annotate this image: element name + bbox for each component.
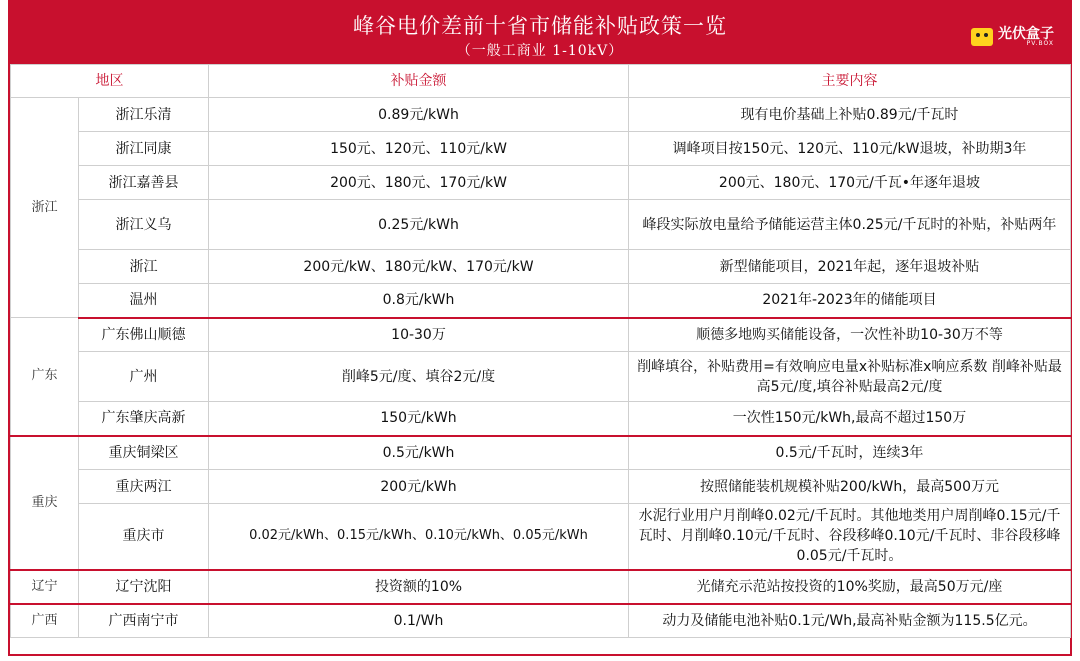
page-subtitle: （一般工商业 1-10kV） bbox=[456, 43, 624, 59]
table-row bbox=[11, 132, 1071, 166]
content-cell: 按照储能装机规模补贴200/kWh，最高500万元 bbox=[629, 470, 1071, 504]
content-cell: 新型储能项目，2021年起，逐年退坡补贴 bbox=[629, 250, 1071, 284]
city-cell: 浙江同康 bbox=[79, 132, 209, 166]
region-cell: 广西 bbox=[11, 604, 79, 638]
content-cell: 200元、180元、170元/千瓦•年逐年退坡 bbox=[629, 166, 1071, 200]
amount-cell: 10-30万 bbox=[209, 318, 629, 352]
region-cell: 辽宁 bbox=[11, 570, 79, 604]
table-row bbox=[11, 98, 1071, 132]
amount-cell: 0.8元/kWh bbox=[209, 284, 629, 318]
amount-cell: 0.89元/kWh bbox=[209, 98, 629, 132]
table-row bbox=[11, 436, 1071, 470]
amount-cell: 150元、120元、110元/kW bbox=[209, 132, 629, 166]
column-header-region: 地区 bbox=[11, 65, 209, 98]
content-cell: 动力及储能电池补贴0.1元/Wh,最高补贴金额为115.5亿元。 bbox=[629, 604, 1071, 638]
page-title: 峰谷电价差前十省市储能补贴政策一览 bbox=[353, 14, 727, 38]
amount-cell: 削峰5元/度、填谷2元/度 bbox=[209, 352, 629, 402]
table-row bbox=[11, 604, 1071, 638]
region-cell: 重庆 bbox=[11, 436, 79, 570]
city-cell: 浙江 bbox=[79, 250, 209, 284]
table-header-banner bbox=[10, 2, 1070, 64]
amount-cell: 200元、180元、170元/kW bbox=[209, 166, 629, 200]
city-cell: 浙江乐清 bbox=[79, 98, 209, 132]
table-row bbox=[11, 200, 1071, 250]
content-cell: 调峰项目按150元、120元、110元/kW退坡，补助期3年 bbox=[629, 132, 1071, 166]
city-cell: 温州 bbox=[79, 284, 209, 318]
amount-cell: 0.25元/kWh bbox=[209, 200, 629, 250]
content-cell: 现有电价基础上补贴0.89元/千瓦时 bbox=[629, 98, 1071, 132]
policy-table-frame bbox=[8, 0, 1072, 656]
city-cell: 重庆铜梁区 bbox=[79, 436, 209, 470]
content-cell: 削峰填谷，补贴费用=有效响应电量x补贴标准x响应系数 削峰补贴最高5元/度,填谷补贴最高2元/度 bbox=[629, 352, 1071, 402]
content-cell: 水泥行业用户月削峰0.02元/千瓦时。其他地类用户周削峰0.15元/千瓦时、月削峰0.10元/千瓦时、谷段移峰0.10元/千瓦时、非谷段移峰0.05元/千瓦时。 bbox=[629, 504, 1071, 570]
amount-cell: 0.1/Wh bbox=[209, 604, 629, 638]
column-header-content: 主要内容 bbox=[629, 65, 1071, 98]
table-row bbox=[11, 570, 1071, 604]
table-row bbox=[11, 284, 1071, 318]
amount-cell: 投资额的10% bbox=[209, 570, 629, 604]
table-header-row bbox=[11, 65, 1071, 98]
city-cell: 重庆市 bbox=[79, 504, 209, 570]
content-cell: 顺德多地购买储能设备，一次性补助10-30万不等 bbox=[629, 318, 1071, 352]
city-cell: 广州 bbox=[79, 352, 209, 402]
city-cell: 辽宁沈阳 bbox=[79, 570, 209, 604]
city-cell: 广东佛山顺德 bbox=[79, 318, 209, 352]
table-row bbox=[11, 470, 1071, 504]
city-cell: 重庆两江 bbox=[79, 470, 209, 504]
brand-logo bbox=[971, 24, 1054, 50]
region-cell: 广东 bbox=[11, 318, 79, 436]
city-cell: 广西南宁市 bbox=[79, 604, 209, 638]
box-face-icon bbox=[971, 28, 993, 46]
content-cell: 一次性150元/kWh,最高不超过150万 bbox=[629, 402, 1071, 436]
content-cell: 2021年-2023年的储能项目 bbox=[629, 284, 1071, 318]
city-cell: 广东肇庆高新 bbox=[79, 402, 209, 436]
table-row bbox=[11, 352, 1071, 402]
table-row bbox=[11, 318, 1071, 352]
column-header-amount: 补贴金额 bbox=[209, 65, 629, 98]
city-cell: 浙江义乌 bbox=[79, 200, 209, 250]
content-cell: 0.5元/千瓦时，连续3年 bbox=[629, 436, 1071, 470]
content-cell: 峰段实际放电量给予储能运营主体0.25元/千瓦时的补贴，补贴两年 bbox=[629, 200, 1071, 250]
region-cell: 浙江 bbox=[11, 98, 79, 318]
table-row bbox=[11, 504, 1071, 570]
table-row bbox=[11, 250, 1071, 284]
amount-cell: 0.5元/kWh bbox=[209, 436, 629, 470]
policy-table bbox=[10, 64, 1071, 638]
table-row bbox=[11, 166, 1071, 200]
city-cell: 浙江嘉善县 bbox=[79, 166, 209, 200]
logo-text-en: PV.BOX bbox=[1026, 40, 1054, 47]
content-cell: 光储充示范站按投资的10%奖励，最高50万元/座 bbox=[629, 570, 1071, 604]
amount-cell: 150元/kWh bbox=[209, 402, 629, 436]
logo-text-cn: 光伏盒子 bbox=[998, 26, 1054, 42]
amount-cell: 200元/kWh bbox=[209, 470, 629, 504]
table-row bbox=[11, 402, 1071, 436]
amount-cell: 0.02元/kWh、0.15元/kWh、0.10元/kWh、0.05元/kWh bbox=[209, 504, 629, 570]
amount-cell: 200元/kW、180元/kW、170元/kW bbox=[209, 250, 629, 284]
